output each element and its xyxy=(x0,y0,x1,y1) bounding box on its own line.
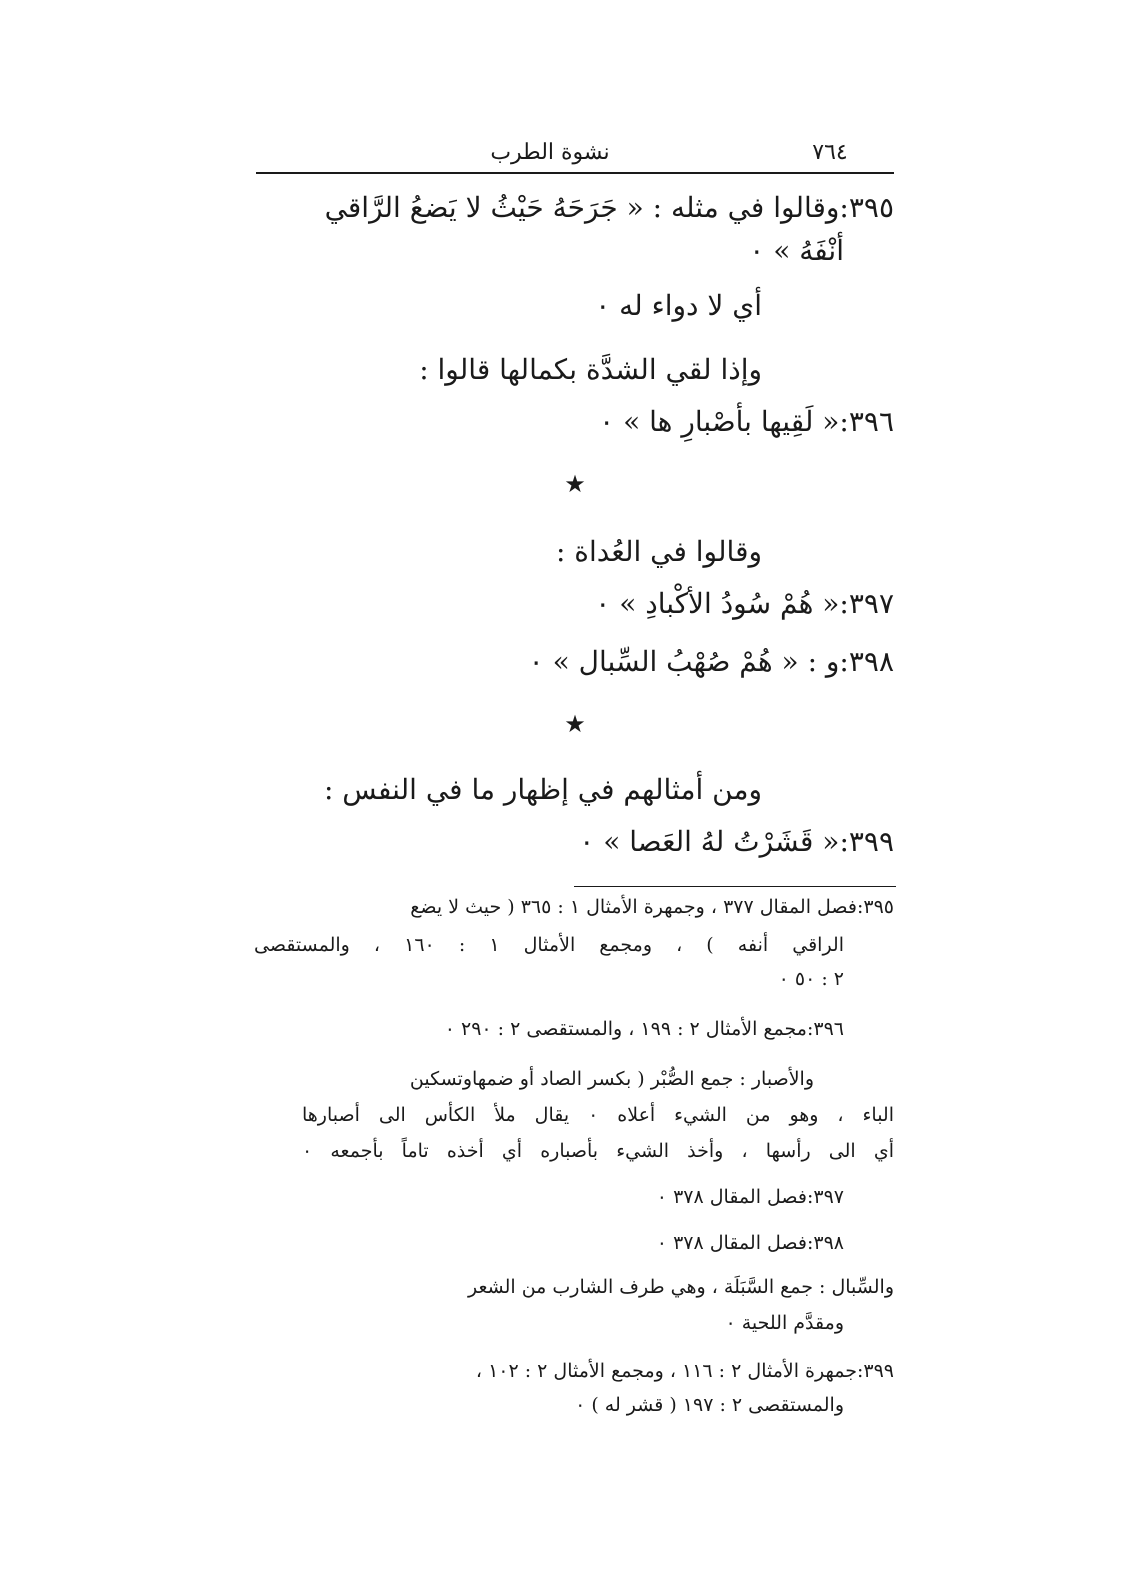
footnote-399-line-1: ٣٩٩:جمهرة الأمثال ٢ : ١١٦ ، ومجمع الأمثال ٢ : ١٠٢ ، xyxy=(475,1360,894,1382)
footnote-396: ٣٩٦:مجمع الأمثال ٢ : ١٩٩ ، والمستقصى ٢ : ٢٩٠ ٠ xyxy=(444,1018,844,1040)
footnote-399-line-2: والمستقصى ٢ : ١٩٧ ( قشر له ) ٠ xyxy=(575,1394,844,1416)
footnote-396-gloss-2: الباء ، وهو من الشيء أعلاه ٠ يقال ملأ الكأس الى أصبارها xyxy=(302,1104,894,1126)
footnote-397: ٣٩٧:فصل المقال ٣٧٨ ٠ xyxy=(656,1186,844,1208)
intro-399: ومن أمثالهم في إظهار ما في النفس : xyxy=(323,773,762,806)
footnote-398: ٣٩٨:فصل المقال ٣٧٨ ٠ xyxy=(656,1232,844,1254)
intro-397: وقالوا في العُداة : xyxy=(555,535,762,568)
entry-396: ٣٩٦:« لَقِيها بأصْبارِ ها » ٠ xyxy=(599,405,894,438)
section-star-icon: ★ xyxy=(564,470,586,498)
footnote-395-line-1: ٣٩٥:فصل المقال ٣٧٧ ، وجمهرة الأمثال ١ : ٣٦٥ ( حيث لا يضع xyxy=(410,896,894,918)
footnote-395-line-3: ٢ : ٥٠ ٠ xyxy=(778,968,844,990)
running-title: نشوة الطرب xyxy=(490,140,610,165)
entry-398: ٣٩٨:و : « هُمْ صُهْبُ السِّبال » ٠ xyxy=(528,645,894,678)
entry-399: ٣٩٩:« قَشَرْتُ لهُ العَصا » ٠ xyxy=(579,825,894,858)
section-star-icon: ★ xyxy=(564,710,586,738)
entry-395-line-2: أنْفَهُ » ٠ xyxy=(749,234,844,267)
footnote-rule xyxy=(574,886,896,887)
header-rule xyxy=(256,172,894,174)
page-number: ٧٦٤ xyxy=(812,140,848,165)
intro-396: وإذا لقي الشدَّة بكمالها قالوا : xyxy=(419,353,762,386)
footnote-396-gloss-3: أي الى رأسها ، وأخذ الشيء بأصباره أي أخذه تاماً بأجمعه ٠ xyxy=(302,1140,894,1162)
entry-395-gloss: أي لا دواء له ٠ xyxy=(595,289,762,322)
entry-395-line-1: ٣٩٥:وقالوا في مثله : « جَرَحَهُ حَيْثُ لا يَضعُ الرَّاقي xyxy=(324,191,894,224)
footnote-396-gloss-1: والأصبار : جمع الصُّبْر ( بكسر الصاد أو ضمهاوتسكين xyxy=(409,1068,814,1090)
entry-397: ٣٩٧:« هُمْ سُودُ الأكْبادِ » ٠ xyxy=(595,587,894,620)
footnote-398-gloss-1: والسِّبال : جمع السَّبَلَة ، وهي طرف الشارب من الشعر xyxy=(468,1276,894,1298)
footnote-398-gloss-2: ومقدَّم اللحية ٠ xyxy=(725,1312,844,1334)
footnote-395-line-2: الراقي أنفه ) ، ومجمع الأمثال ١ : ١٦٠ ، والمستقصى xyxy=(254,934,844,956)
